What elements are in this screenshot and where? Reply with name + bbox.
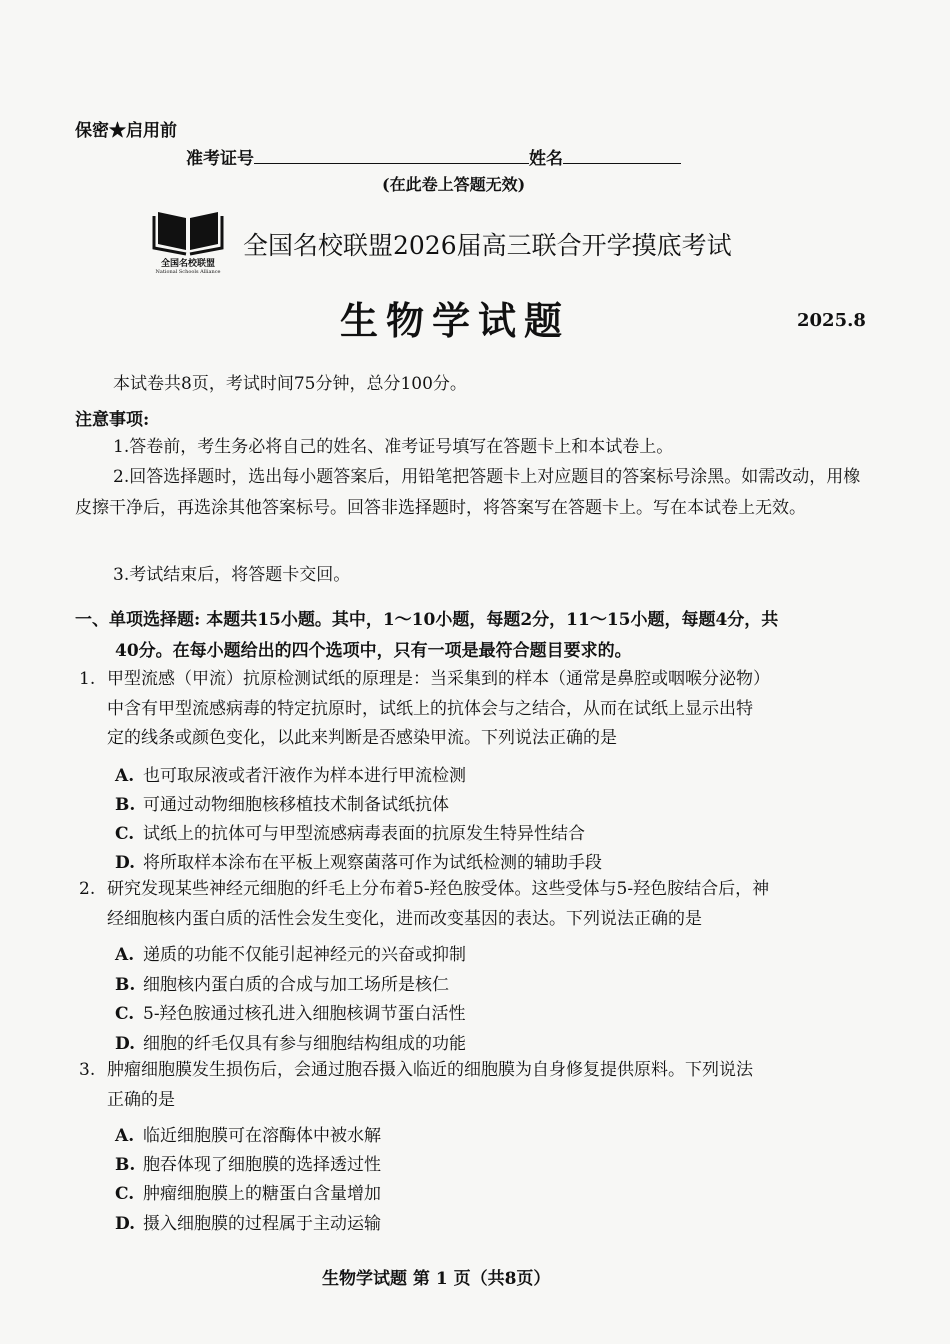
question-stem-line: 定的线条或颜色变化，以此来判断是否感染甲流。下列说法正确的是	[107, 728, 617, 748]
option-1b	[115, 790, 449, 815]
option-text: 可通过动物细胞核移植技术制备试纸抗体	[143, 795, 449, 815]
question-2	[79, 875, 879, 934]
option-label: A.	[115, 766, 135, 786]
option-label: A.	[115, 1126, 135, 1146]
option-label: B.	[115, 1155, 136, 1175]
option-text: 细胞核内蛋白质的合成与加工场所是核仁	[143, 975, 449, 995]
option-3d	[115, 1209, 381, 1234]
exam-title: 全国名校联盟2026届高三联合开学摸底考试	[243, 231, 732, 260]
option-text: 临近细胞膜可在溶酶体中被水解	[143, 1126, 381, 1146]
option-label: C.	[115, 1184, 135, 1204]
notice-item-3: 3.考试结束后，将答题卡交回。	[113, 565, 351, 585]
subject-title: 生物学试题	[340, 298, 571, 343]
option-text: 5-羟色胺通过核孔进入细胞核调节蛋白活性	[143, 1004, 466, 1024]
option-2b	[115, 970, 449, 995]
question-stem-line: 正确的是	[107, 1089, 175, 1110]
question-stem-line: 肿瘤细胞膜发生损伤后，会通过胞吞摄入临近的细胞膜为自身修复提供原料。下列说法	[107, 1060, 753, 1080]
question-stem-line: 研究发现某些神经元细胞的纤毛上分布着5-羟色胺受体。这些受体与5-羟色胺结合后，神	[107, 879, 770, 899]
question-number: 3.	[79, 1060, 96, 1080]
question-1	[79, 665, 879, 754]
option-text: 肿瘤细胞膜上的糖蛋白含量增加	[143, 1184, 381, 1204]
candidate-info-line	[186, 144, 681, 169]
invalid-note: (在此卷上答题无效)	[382, 175, 526, 194]
section-line-1: 一、单项选择题: 本题共15小题。其中，1～10小题，每题2分，11～15小题，每题4分，共	[75, 610, 779, 630]
exam-date: 2025.8	[797, 310, 866, 331]
open-book-icon	[150, 206, 226, 256]
option-text: 摄入细胞膜的过程属于主动运输	[143, 1214, 381, 1234]
option-label: B.	[115, 795, 136, 815]
question-stem-line: 甲型流感（甲流）抗原检测试纸的原理是：当采集到的样本（通常是鼻腔或咽喉分泌物）	[107, 669, 770, 689]
option-label: A.	[115, 945, 135, 965]
option-label: D.	[115, 1214, 136, 1234]
option-1a	[115, 761, 466, 786]
option-text: 试纸上的抗体可与甲型流感病毒表面的抗原发生特异性结合	[143, 824, 585, 844]
option-label: B.	[115, 975, 136, 995]
confidential-label: 保密★启用前	[75, 121, 177, 141]
exam-info: 本试卷共8页，考试时间75分钟，总分100分。	[113, 374, 467, 394]
section-heading	[75, 605, 875, 667]
question-stem-line: 经细胞核内蛋白质的活性会发生变化，进而改变基因的表达。下列说法正确的是	[107, 908, 702, 929]
option-3b	[115, 1150, 381, 1175]
notice-heading: 注意事项:	[75, 410, 150, 430]
option-label: D.	[115, 1034, 136, 1054]
id-blank	[254, 147, 529, 164]
option-text: 递质的功能不仅能引起神经元的兴奋或抑制	[143, 945, 466, 965]
option-text: 胞吞体现了细胞膜的选择透过性	[143, 1155, 381, 1175]
alliance-logo	[150, 206, 226, 280]
notice-item-2: 2.回答选择题时，选出每小题答案后，用铅笔把答题卡上对应题目的答案标号涂黑。如需改动，用橡皮擦干净后，再选涂其他答案标号。回答非选择题时，将答案写在答题卡上。写在本试卷上无效。	[75, 467, 861, 518]
option-2a	[115, 940, 466, 965]
option-1c	[115, 819, 585, 844]
question-stem-line: 中含有甲型流感病毒的特定抗原时，试纸上的抗体会与之结合，从而在试纸上显示出特	[107, 698, 753, 719]
option-2c	[115, 999, 466, 1024]
notice-item-1: 1.答卷前，考生务必将自己的姓名、准考证号填写在答题卡上和本试卷上。	[113, 437, 674, 457]
logo-cn-text: 全国名校联盟	[160, 259, 215, 269]
name-blank	[563, 147, 681, 164]
logo-en-text: National Schools Alliance	[155, 269, 221, 275]
option-3c	[115, 1179, 381, 1204]
page-footer: 生物学试题 第 1 页（共8页）	[322, 1269, 551, 1289]
option-label: C.	[115, 824, 135, 844]
option-text: 细胞的纤毛仅具有参与细胞结构组成的功能	[143, 1034, 466, 1054]
question-number: 2.	[79, 879, 96, 899]
option-text: 将所取样本涂布在平板上观察菌落可作为试纸检测的辅助手段	[143, 853, 602, 873]
section-line-2: 40分。在每小题给出的四个选项中，只有一项是最符合题目要求的。	[115, 641, 632, 661]
option-2d	[115, 1029, 466, 1054]
option-label: C.	[115, 1004, 135, 1024]
name-label: 姓名	[529, 149, 563, 169]
option-1d	[115, 848, 602, 873]
option-3a	[115, 1121, 381, 1146]
option-label: D.	[115, 853, 136, 873]
id-label: 准考证号	[186, 149, 254, 169]
question-number: 1.	[79, 669, 96, 689]
question-3	[79, 1056, 879, 1115]
option-text: 也可取尿液或者汗液作为样本进行甲流检测	[143, 766, 466, 786]
